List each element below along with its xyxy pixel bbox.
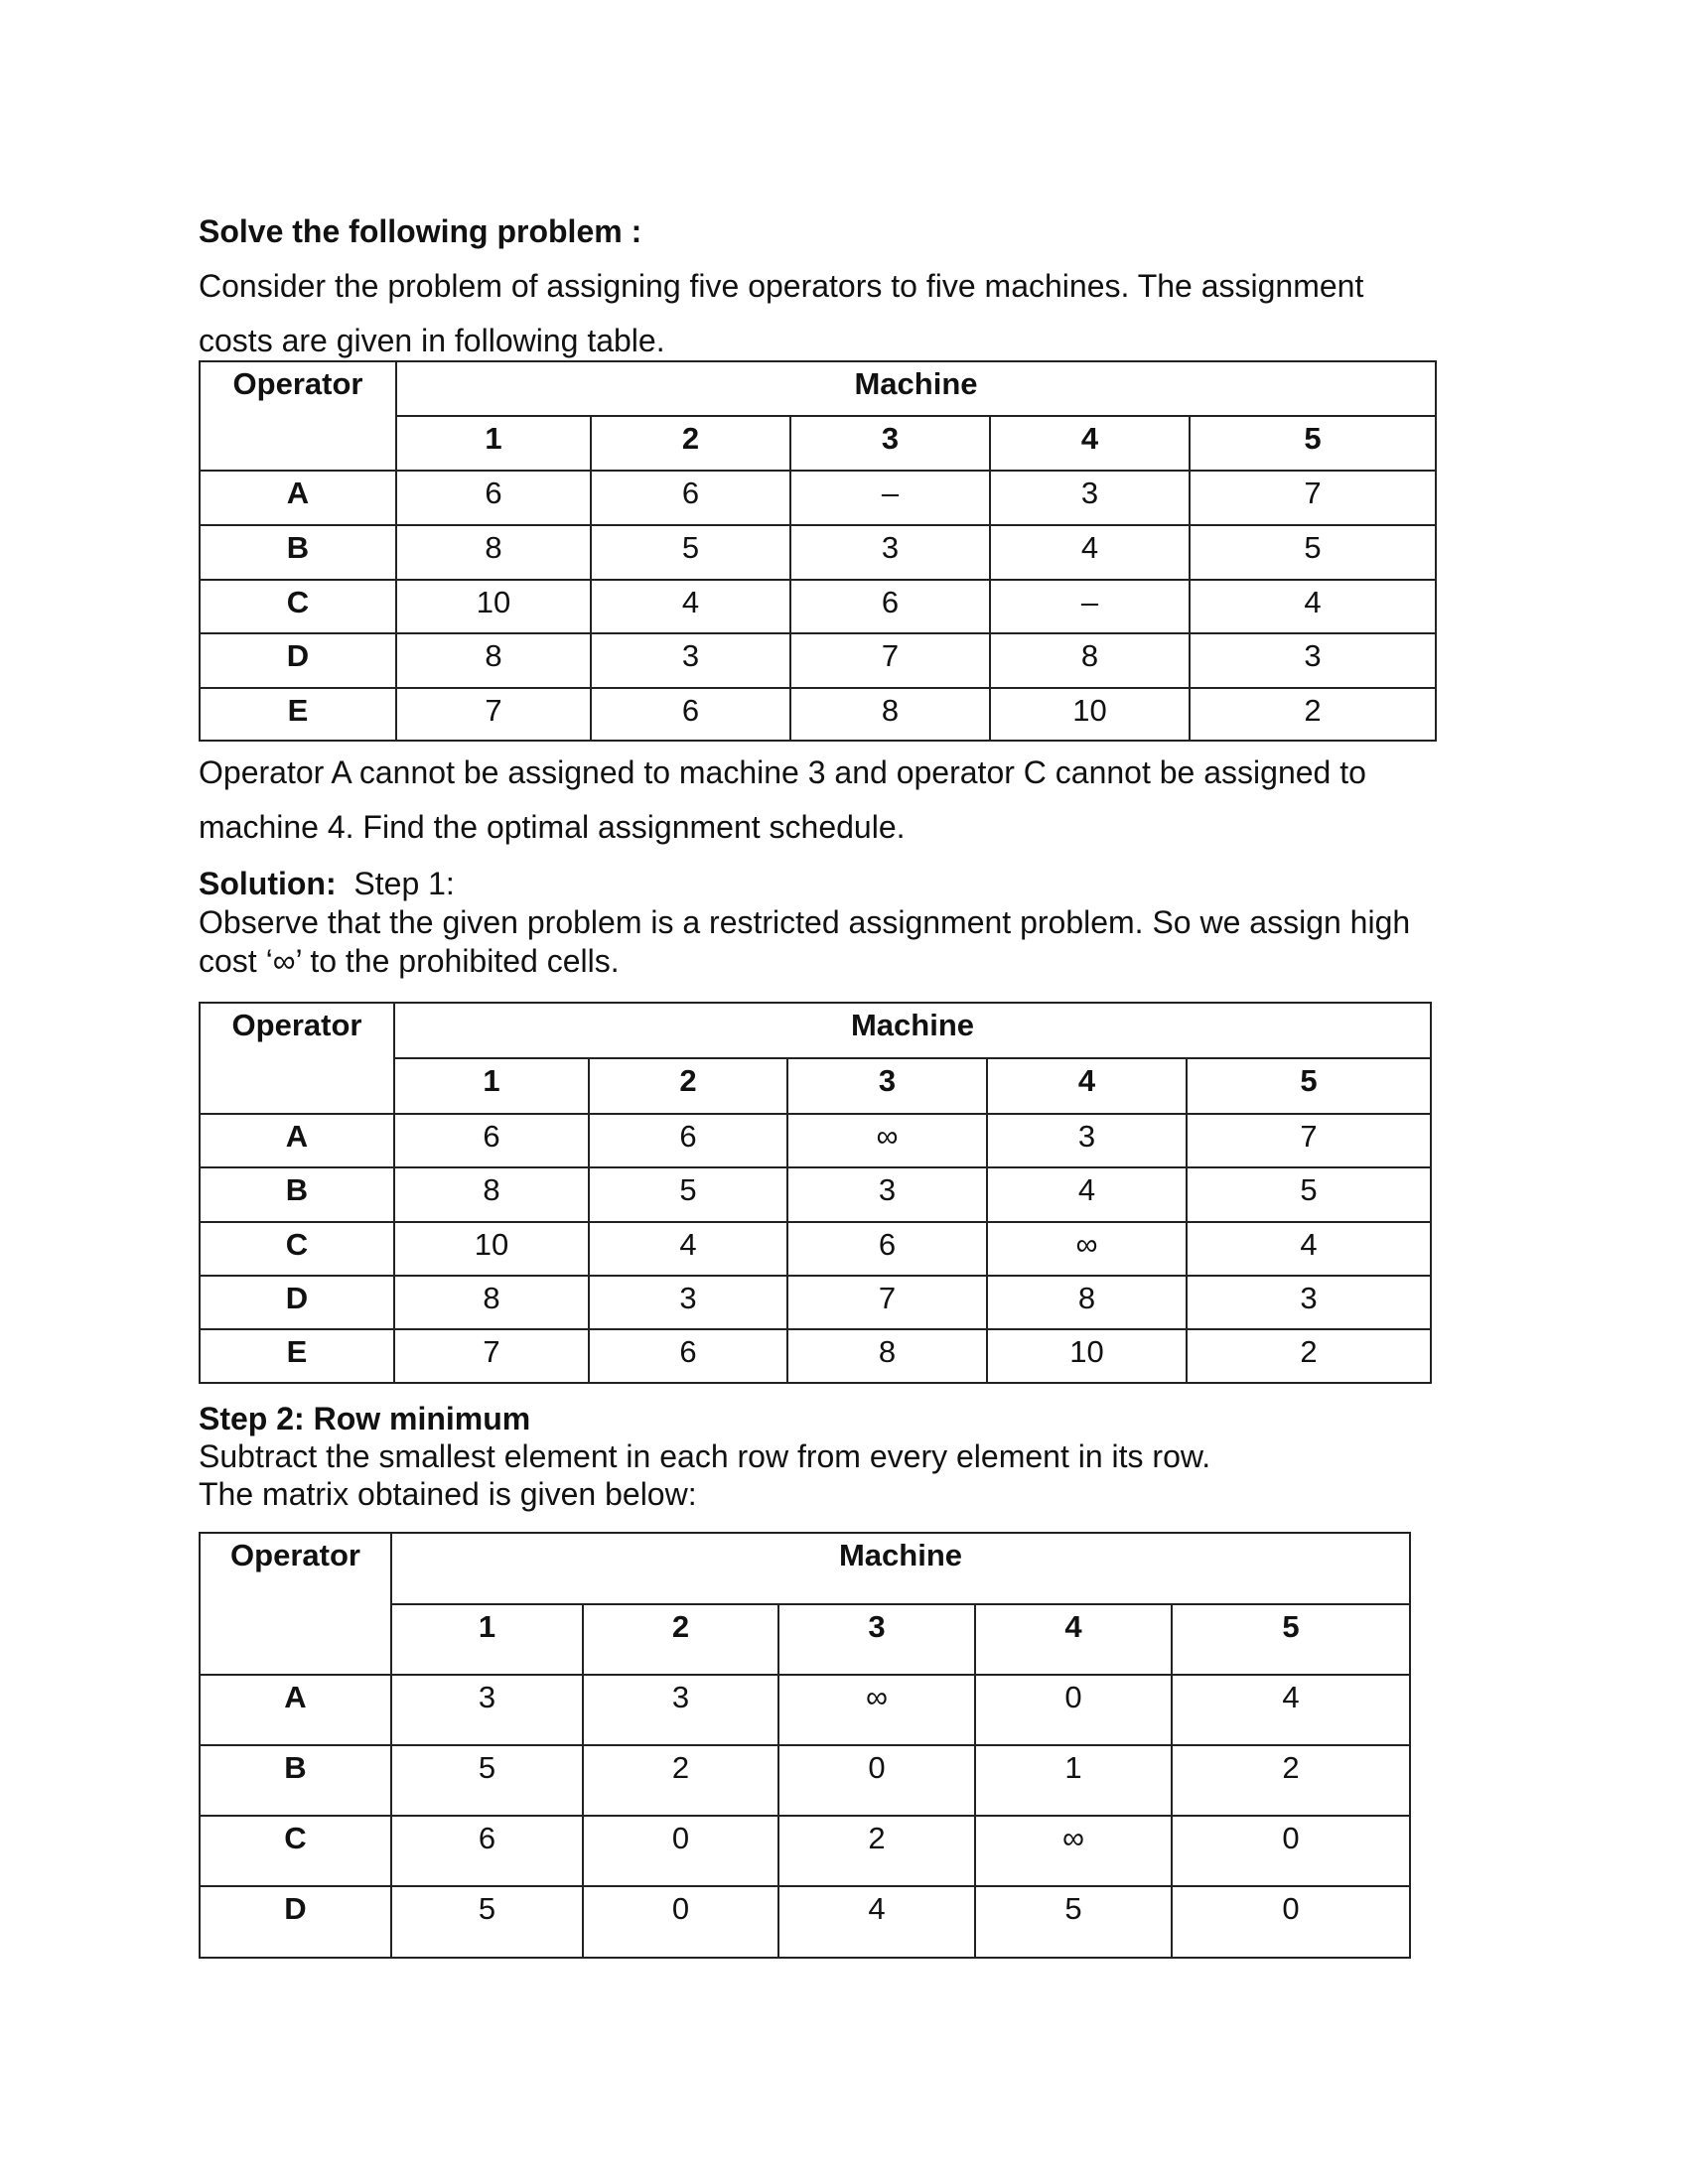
cost-cell: 3 xyxy=(583,1675,778,1745)
cost-cell: 4 xyxy=(591,580,790,633)
cost-cell: ∞ xyxy=(975,1816,1172,1886)
step2-heading: Step 2: Row minimum xyxy=(199,1401,531,1436)
cost-cell: 3 xyxy=(987,1114,1187,1167)
cost-cell: 2 xyxy=(1190,688,1436,741)
cost-cell: ∞ xyxy=(787,1114,987,1167)
machine-number: 1 xyxy=(391,1604,583,1675)
cost-cell: 8 xyxy=(396,633,591,688)
cost-cell: 7 xyxy=(1190,471,1436,525)
cost-cell: 3 xyxy=(391,1675,583,1745)
cost-cell: 5 xyxy=(1187,1167,1431,1222)
operator-label: A xyxy=(200,1114,394,1167)
cost-cell: 2 xyxy=(583,1745,778,1816)
machine-number: 4 xyxy=(975,1604,1172,1675)
cost-cell: 2 xyxy=(1187,1329,1431,1383)
machine-number: 1 xyxy=(394,1058,589,1114)
machine-number: 1 xyxy=(396,416,591,471)
cost-cell: 0 xyxy=(583,1886,778,1958)
machine-number: 3 xyxy=(787,1058,987,1114)
cost-cell: 10 xyxy=(394,1222,589,1276)
intro-line-2: costs are given in following table. xyxy=(199,323,665,358)
table-row xyxy=(200,471,1436,525)
cost-cell: – xyxy=(790,471,990,525)
operator-label: B xyxy=(200,525,396,580)
operator-label: A xyxy=(200,1675,391,1745)
machine-number: 3 xyxy=(778,1604,975,1675)
operator-header: Operator xyxy=(200,1533,391,1675)
cost-cell: 8 xyxy=(396,525,591,580)
operator-label: D xyxy=(200,1886,391,1958)
machine-number: 5 xyxy=(1187,1058,1431,1114)
cost-cell: 5 xyxy=(589,1167,787,1222)
cost-cell: 0 xyxy=(778,1745,975,1816)
cost-cell: 5 xyxy=(591,525,790,580)
cost-cell: 6 xyxy=(790,580,990,633)
cost-cell: 8 xyxy=(394,1167,589,1222)
cost-cell: ∞ xyxy=(987,1222,1187,1276)
cost-cell: 8 xyxy=(987,1276,1187,1329)
table-row xyxy=(200,525,1436,580)
cost-cell: 3 xyxy=(990,471,1190,525)
cost-cell: 6 xyxy=(394,1114,589,1167)
cost-cell: 3 xyxy=(589,1276,787,1329)
cost-cell: 7 xyxy=(1187,1114,1431,1167)
machine-header: Machine xyxy=(391,1533,1410,1604)
machine-header: Machine xyxy=(394,1003,1431,1058)
operator-label: D xyxy=(200,633,396,688)
table-row xyxy=(200,633,1436,688)
cost-cell: 8 xyxy=(790,688,990,741)
cost-cell: 5 xyxy=(391,1745,583,1816)
cost-cell: 4 xyxy=(987,1167,1187,1222)
cost-cell: 3 xyxy=(591,633,790,688)
header-row xyxy=(200,361,1436,416)
intro-line-1: Consider the problem of assigning five operators to five machines. The assignment xyxy=(199,268,1364,304)
operator-label: E xyxy=(200,1329,394,1383)
cost-cell: 4 xyxy=(1187,1222,1431,1276)
cost-cell: 6 xyxy=(589,1114,787,1167)
restricted-cost-table xyxy=(199,1002,1432,1384)
cost-cell: 3 xyxy=(1187,1276,1431,1329)
operator-label: C xyxy=(200,580,396,633)
operator-label: C xyxy=(200,1816,391,1886)
table-row xyxy=(200,1329,1431,1383)
operator-label: C xyxy=(200,1222,394,1276)
cost-cell: 6 xyxy=(391,1816,583,1886)
table-row xyxy=(200,1675,1410,1745)
cost-cell: 8 xyxy=(787,1329,987,1383)
machine-number: 2 xyxy=(591,416,790,471)
step2-line-2: The matrix obtained is given below: xyxy=(199,1476,697,1512)
cost-cell: 3 xyxy=(787,1167,987,1222)
cost-cell: 10 xyxy=(987,1329,1187,1383)
operator-header: Operator xyxy=(200,361,396,471)
cost-cell: 4 xyxy=(778,1886,975,1958)
cost-cell: ∞ xyxy=(778,1675,975,1745)
header-row xyxy=(200,1533,1410,1604)
header-row xyxy=(200,1003,1431,1058)
cost-cell: 7 xyxy=(394,1329,589,1383)
cost-cell: 10 xyxy=(396,580,591,633)
cost-cell: 4 xyxy=(1190,580,1436,633)
operator-header: Operator xyxy=(200,1003,394,1114)
cost-cell: 5 xyxy=(1190,525,1436,580)
table-row xyxy=(200,1276,1431,1329)
step1-line-2: cost ‘∞’ to the prohibited cells. xyxy=(199,943,620,979)
table-row xyxy=(200,1167,1431,1222)
step2-line-1: Subtract the smallest element in each row from every element in its row. xyxy=(199,1438,1211,1474)
machine-header: Machine xyxy=(396,361,1436,416)
cost-cell: 1 xyxy=(975,1745,1172,1816)
cost-cell: 4 xyxy=(589,1222,787,1276)
solution-line xyxy=(199,864,455,903)
row-reduced-table xyxy=(199,1532,1411,1959)
step1-line-1: Observe that the given problem is a restricted assignment problem. So we assign high xyxy=(199,904,1411,940)
table-row xyxy=(200,1886,1410,1958)
cost-cell: 5 xyxy=(975,1886,1172,1958)
cost-cell: 7 xyxy=(787,1276,987,1329)
table-row xyxy=(200,1222,1431,1276)
cost-cell: 10 xyxy=(990,688,1190,741)
constraint-line-1: Operator A cannot be assigned to machine 3 and operator C cannot be assigned to xyxy=(199,754,1366,790)
machine-number: 4 xyxy=(987,1058,1187,1114)
cost-cell: 7 xyxy=(790,633,990,688)
solution-step: Step 1: xyxy=(353,866,455,901)
table-row xyxy=(200,1816,1410,1886)
cost-cell: 4 xyxy=(990,525,1190,580)
cost-cell: 6 xyxy=(591,471,790,525)
cost-cell: – xyxy=(990,580,1190,633)
cost-cell: 3 xyxy=(790,525,990,580)
constraint-line-2: machine 4. Find the optimal assignment schedule. xyxy=(199,809,906,845)
cost-cell: 5 xyxy=(391,1886,583,1958)
machine-number: 4 xyxy=(990,416,1190,471)
machine-number: 3 xyxy=(790,416,990,471)
cost-cell: 3 xyxy=(1190,633,1436,688)
cost-cell: 7 xyxy=(396,688,591,741)
cost-cell: 0 xyxy=(1172,1816,1410,1886)
cost-cell: 4 xyxy=(1172,1675,1410,1745)
cost-cell: 6 xyxy=(589,1329,787,1383)
solution-label: Solution: xyxy=(199,866,337,901)
cost-cell: 8 xyxy=(394,1276,589,1329)
machine-number: 2 xyxy=(589,1058,787,1114)
problem-heading: Solve the following problem : xyxy=(199,213,642,249)
machine-number: 5 xyxy=(1172,1604,1410,1675)
table-row xyxy=(200,580,1436,633)
cost-cell: 6 xyxy=(591,688,790,741)
table-row xyxy=(200,1114,1431,1167)
operator-label: B xyxy=(200,1167,394,1222)
operator-label: E xyxy=(200,688,396,741)
cost-cell: 0 xyxy=(1172,1886,1410,1958)
machine-number: 2 xyxy=(583,1604,778,1675)
table-row xyxy=(200,688,1436,741)
operator-label: D xyxy=(200,1276,394,1329)
cost-table xyxy=(199,360,1437,742)
table-row xyxy=(200,1745,1410,1816)
cost-cell: 6 xyxy=(787,1222,987,1276)
operator-label: A xyxy=(200,471,396,525)
cost-cell: 6 xyxy=(396,471,591,525)
machine-number: 5 xyxy=(1190,416,1436,471)
cost-cell: 0 xyxy=(975,1675,1172,1745)
cost-cell: 2 xyxy=(778,1816,975,1886)
cost-cell: 0 xyxy=(583,1816,778,1886)
cost-cell: 2 xyxy=(1172,1745,1410,1816)
cost-cell: 8 xyxy=(990,633,1190,688)
operator-label: B xyxy=(200,1745,391,1816)
